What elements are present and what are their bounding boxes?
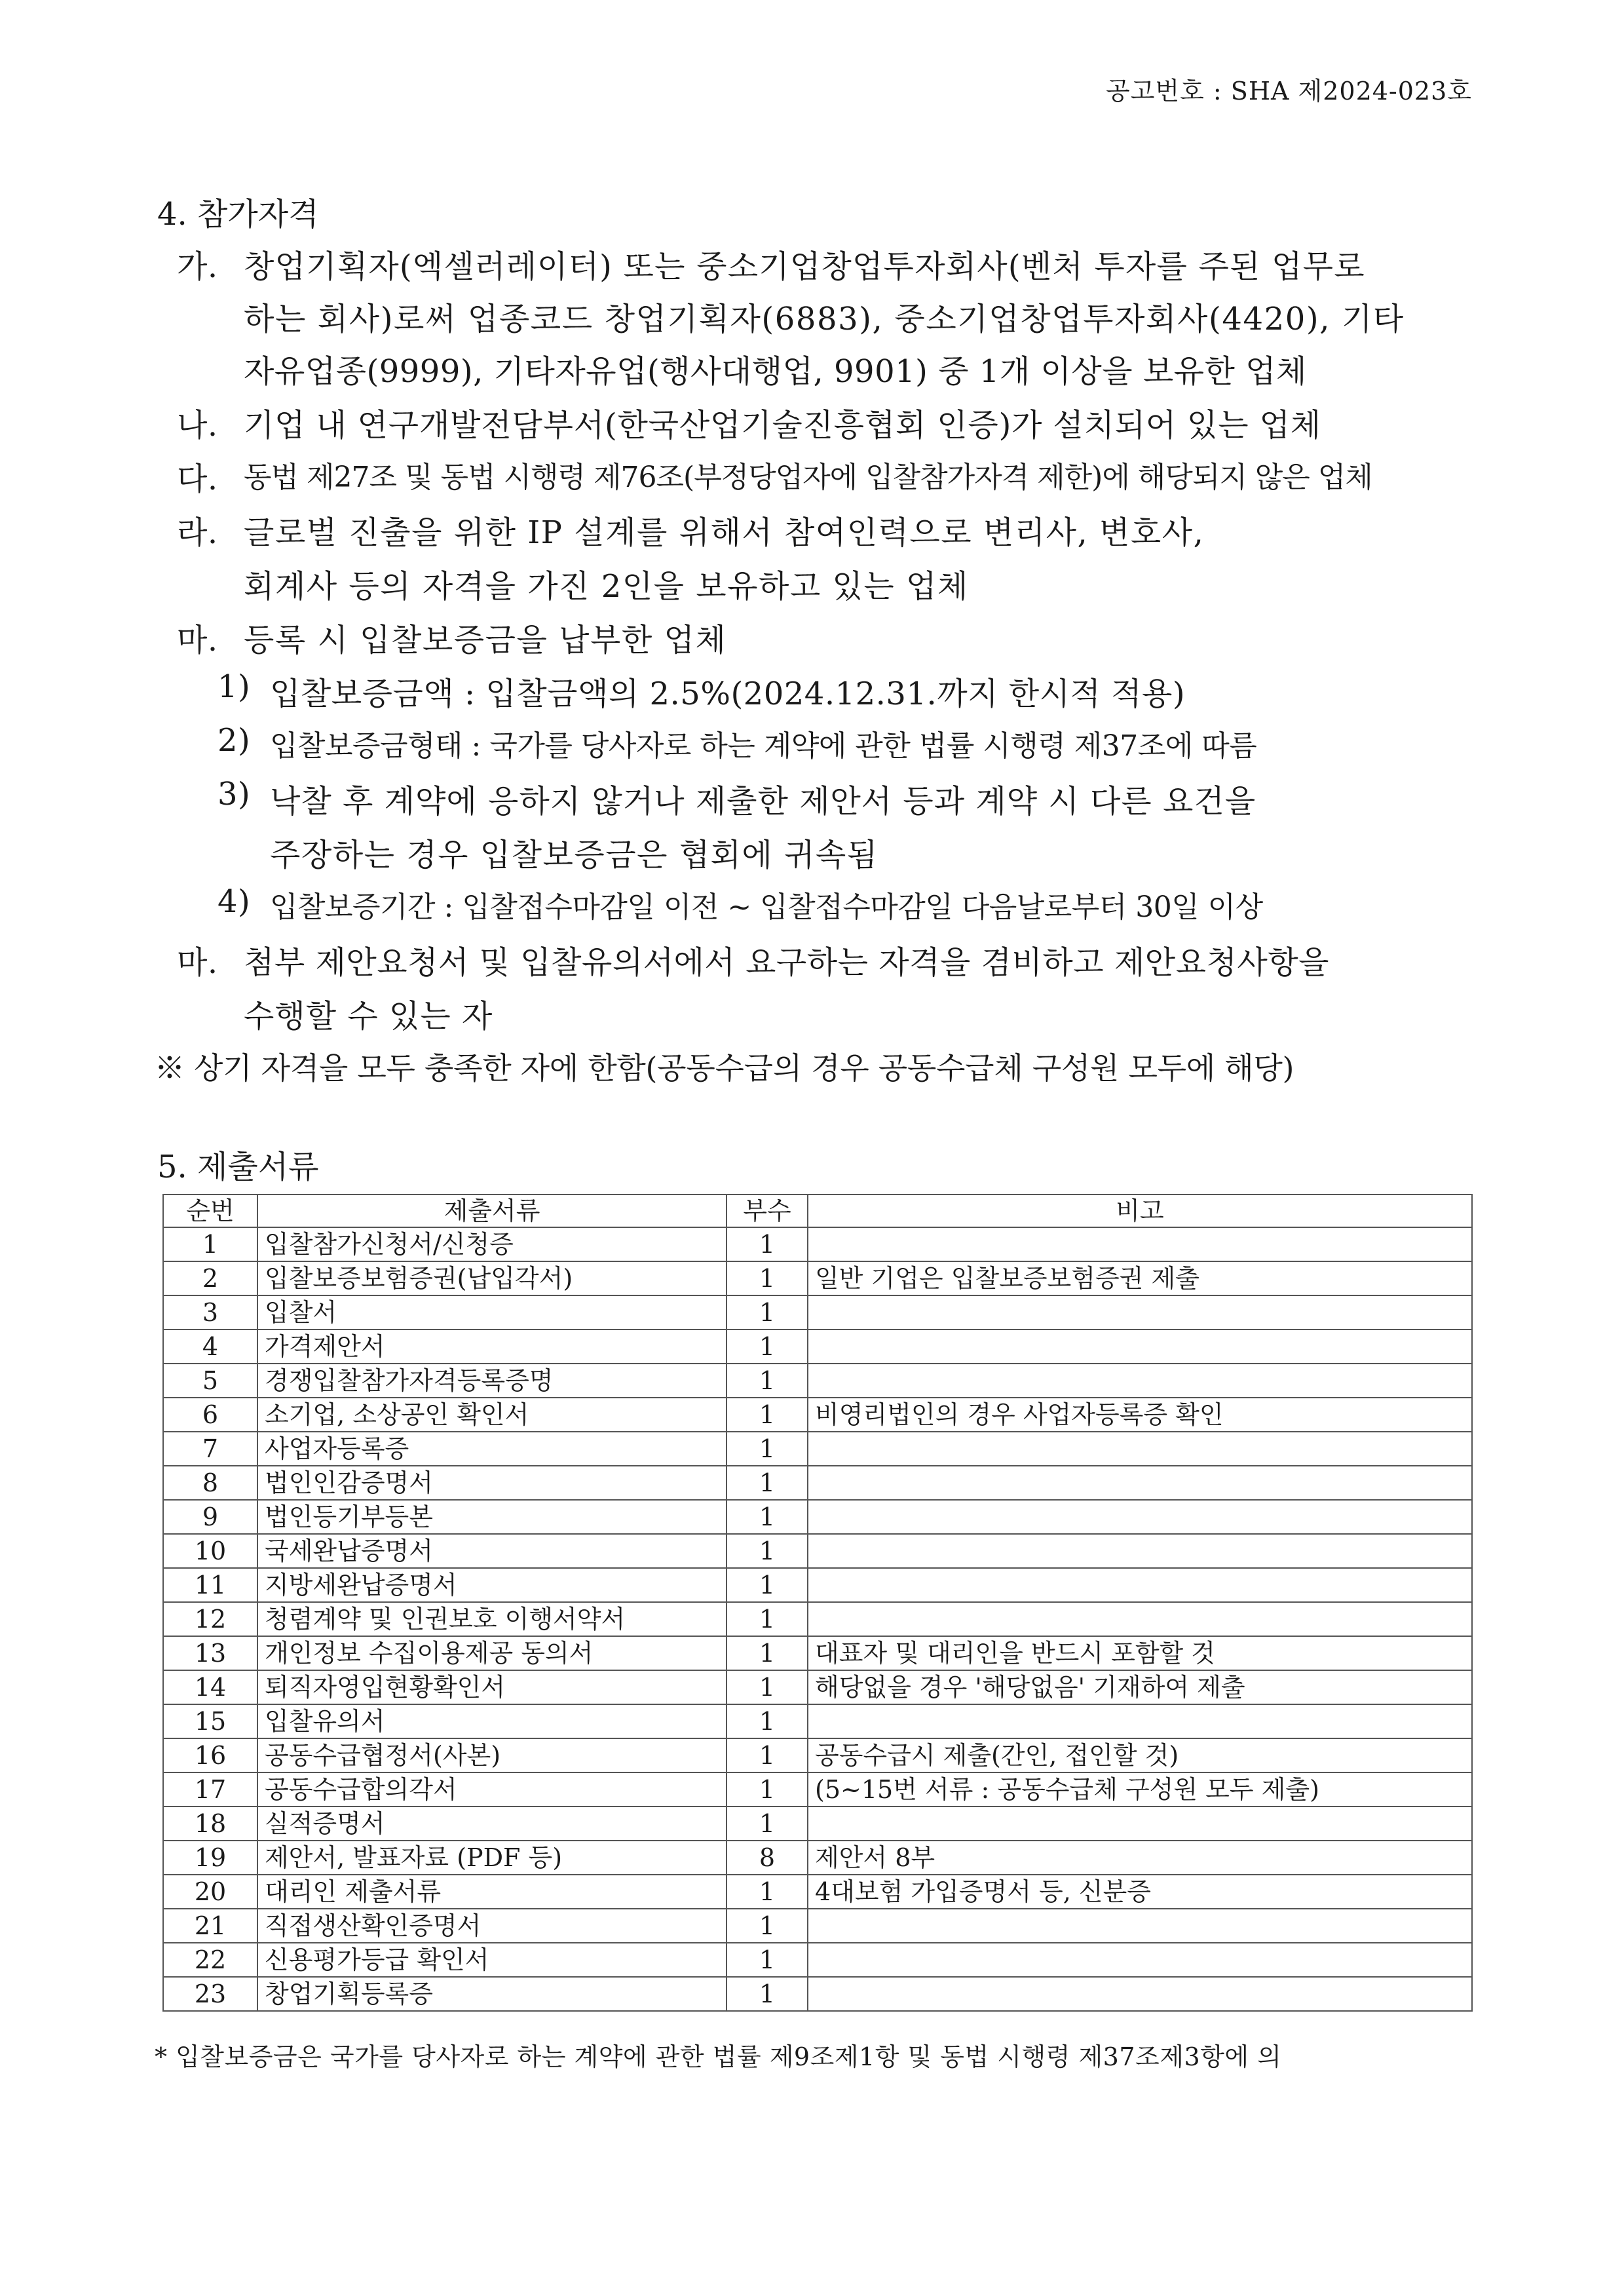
cell-document: 창업기획등록증 bbox=[257, 1977, 727, 2011]
cell-number: 11 bbox=[163, 1568, 257, 1602]
cell-number: 8 bbox=[163, 1466, 257, 1500]
cell-document: 직접생산확인증명서 bbox=[257, 1909, 727, 1943]
cell-copies: 1 bbox=[727, 1704, 808, 1738]
table-row bbox=[163, 1636, 1472, 1670]
cell-remarks bbox=[808, 1466, 1472, 1500]
cell-number: 13 bbox=[163, 1636, 257, 1670]
cell-document: 청렴계약 및 인권보호 이행서약서 bbox=[257, 1602, 727, 1636]
item-da-line-1: 동법 제27조 및 동법 시행령 제76조(부정당업자에 입찰참가자격 제한)에 해당되지 않은 업체 bbox=[244, 461, 1372, 494]
table-row bbox=[163, 1568, 1472, 1602]
cell-number: 16 bbox=[163, 1738, 257, 1772]
cell-document: 입찰참가신청서/신청증 bbox=[257, 1227, 727, 1261]
item-label-ma-2: 마. bbox=[177, 944, 218, 981]
cell-copies: 1 bbox=[727, 1909, 808, 1943]
cell-copies: 1 bbox=[727, 1364, 808, 1398]
column-header-document: 제출서류 bbox=[257, 1195, 727, 1227]
table-row bbox=[163, 1432, 1472, 1466]
table-header-row bbox=[163, 1195, 1472, 1227]
table-row bbox=[163, 1295, 1472, 1330]
cell-remarks bbox=[808, 1977, 1472, 2011]
table-body bbox=[163, 1227, 1472, 2011]
cell-copies: 1 bbox=[727, 1295, 808, 1330]
qualification-note: ※ 상기 자격을 모두 충족한 자에 한함(공동수급의 경우 공동수급체 구성원 모두에 해당) bbox=[155, 1050, 1294, 1086]
cell-number: 10 bbox=[163, 1534, 257, 1568]
subitem-label-2: 2) bbox=[217, 722, 251, 759]
item-ra-line-2: 회계사 등의 자격을 가진 2인을 보유하고 있는 업체 bbox=[244, 568, 969, 605]
cell-number: 19 bbox=[163, 1841, 257, 1875]
table-row bbox=[163, 1841, 1472, 1875]
cell-number: 20 bbox=[163, 1875, 257, 1909]
cell-remarks: 공동수급시 제출(간인, 접인할 것) bbox=[808, 1738, 1472, 1772]
cell-remarks: 대표자 및 대리인을 반드시 포함할 것 bbox=[808, 1636, 1472, 1670]
cell-remarks bbox=[808, 1909, 1472, 1943]
cell-remarks: 비영리법인의 경우 사업자등록증 확인 bbox=[808, 1398, 1472, 1432]
table-row bbox=[163, 1466, 1472, 1500]
cell-number: 22 bbox=[163, 1943, 257, 1977]
column-header-copies: 부수 bbox=[727, 1195, 808, 1227]
table-row bbox=[163, 1738, 1472, 1772]
table-row bbox=[163, 1875, 1472, 1909]
cell-document: 법인인감증명서 bbox=[257, 1466, 727, 1500]
item-ma2-line-2: 수행할 수 있는 자 bbox=[244, 998, 493, 1035]
cell-document: 법인등기부등본 bbox=[257, 1500, 727, 1534]
cell-document: 국세완납증명서 bbox=[257, 1534, 727, 1568]
item-ga-line-3: 자유업종(9999), 기타자유업(행사대행업, 9901) 중 1개 이상을 보유한 업체 bbox=[244, 353, 1307, 390]
cell-remarks bbox=[808, 1602, 1472, 1636]
cell-copies: 1 bbox=[727, 1943, 808, 1977]
item-label-ra: 라. bbox=[177, 514, 218, 551]
cell-document: 입찰서 bbox=[257, 1295, 727, 1330]
cell-document: 사업자등록증 bbox=[257, 1432, 727, 1466]
cell-number: 7 bbox=[163, 1432, 257, 1466]
cell-copies: 1 bbox=[727, 1807, 808, 1841]
section-5-title: 5. 제출서류 bbox=[157, 1149, 319, 1185]
cell-document: 신용평가등급 확인서 bbox=[257, 1943, 727, 1977]
subitem-3-line-1: 낙찰 후 계약에 응하지 않거나 제출한 제안서 등과 계약 시 다른 요건을 bbox=[270, 783, 1256, 820]
item-label-da: 다. bbox=[177, 461, 218, 497]
cell-copies: 1 bbox=[727, 1534, 808, 1568]
cell-remarks bbox=[808, 1500, 1472, 1534]
table-row bbox=[163, 1977, 1472, 2011]
cell-number: 17 bbox=[163, 1772, 257, 1807]
table-row bbox=[163, 1670, 1472, 1704]
cell-remarks bbox=[808, 1943, 1472, 1977]
cell-document: 경쟁입찰참가자격등록증명 bbox=[257, 1364, 727, 1398]
item-ga-line-2: 하는 회사)로써 업종코드 창업기획자(6883), 중소기업창업투자회사(4420), 기타 bbox=[244, 301, 1405, 337]
cell-remarks: 4대보험 가입증명서 등, 신분증 bbox=[808, 1875, 1472, 1909]
cell-document: 대리인 제출서류 bbox=[257, 1875, 727, 1909]
cell-number: 12 bbox=[163, 1602, 257, 1636]
cell-number: 15 bbox=[163, 1704, 257, 1738]
table-row bbox=[163, 1227, 1472, 1261]
cell-number: 3 bbox=[163, 1295, 257, 1330]
item-label-ga: 가. bbox=[177, 248, 218, 285]
cell-copies: 1 bbox=[727, 1500, 808, 1534]
cell-copies: 1 bbox=[727, 1636, 808, 1670]
cell-copies: 8 bbox=[727, 1841, 808, 1875]
cell-number: 21 bbox=[163, 1909, 257, 1943]
table-row bbox=[163, 1943, 1472, 1977]
cell-number: 18 bbox=[163, 1807, 257, 1841]
cell-number: 5 bbox=[163, 1364, 257, 1398]
cell-number: 6 bbox=[163, 1398, 257, 1432]
cell-document: 실적증명서 bbox=[257, 1807, 727, 1841]
cell-copies: 1 bbox=[727, 1330, 808, 1364]
cell-remarks: (5~15번 서류 : 공동수급체 구성원 모두 제출) bbox=[808, 1772, 1472, 1807]
cell-remarks bbox=[808, 1295, 1472, 1330]
cell-number: 14 bbox=[163, 1670, 257, 1704]
cell-document: 제안서, 발표자료 (PDF 등) bbox=[257, 1841, 727, 1875]
cell-remarks bbox=[808, 1807, 1472, 1841]
subitem-label-1: 1) bbox=[217, 668, 251, 705]
cell-copies: 1 bbox=[727, 1432, 808, 1466]
cell-document: 지방세완납증명서 bbox=[257, 1568, 727, 1602]
cell-remarks bbox=[808, 1432, 1472, 1466]
table-row bbox=[163, 1772, 1472, 1807]
item-ma-line-1: 등록 시 입찰보증금을 납부한 업체 bbox=[244, 622, 727, 659]
cell-remarks bbox=[808, 1330, 1472, 1364]
notice-number: 공고번호 : SHA 제2024-023호 bbox=[1106, 77, 1472, 105]
item-label-na: 나. bbox=[177, 407, 218, 444]
cell-document: 공동수급합의각서 bbox=[257, 1772, 727, 1807]
cell-copies: 1 bbox=[727, 1738, 808, 1772]
cell-remarks: 일반 기업은 입찰보증보험증권 제출 bbox=[808, 1261, 1472, 1295]
footnote: * 입찰보증금은 국가를 당사자로 하는 계약에 관한 법률 제9조제1항 및 동법 시행령 제37조제3항에 의 bbox=[155, 2042, 1282, 2071]
item-ga-line-1: 창업기획자(엑셀러레이터) 또는 중소기업창업투자회사(벤처 투자를 주된 업무로 bbox=[244, 248, 1365, 285]
cell-number: 4 bbox=[163, 1330, 257, 1364]
cell-document: 입찰보증보험증권(납입각서) bbox=[257, 1261, 727, 1295]
cell-number: 2 bbox=[163, 1261, 257, 1295]
cell-copies: 1 bbox=[727, 1398, 808, 1432]
cell-copies: 1 bbox=[727, 1261, 808, 1295]
column-header-remarks: 비고 bbox=[808, 1195, 1472, 1227]
table-row bbox=[163, 1330, 1472, 1364]
table-row bbox=[163, 1704, 1472, 1738]
cell-remarks bbox=[808, 1364, 1472, 1398]
item-ma2-line-1: 첨부 제안요청서 및 입찰유의서에서 요구하는 자격을 겸비하고 제안요청사항을 bbox=[244, 944, 1329, 981]
cell-remarks bbox=[808, 1568, 1472, 1602]
cell-remarks: 해당없을 경우 '해당없음' 기재하여 제출 bbox=[808, 1670, 1472, 1704]
table-row bbox=[163, 1602, 1472, 1636]
section-4-title: 4. 참가자격 bbox=[157, 196, 319, 233]
cell-remarks bbox=[808, 1227, 1472, 1261]
item-na-line-1: 기업 내 연구개발전담부서(한국산업기술진흥협회 인증)가 설치되어 있는 업체 bbox=[244, 407, 1321, 444]
documents-table bbox=[162, 1194, 1473, 2012]
table-row bbox=[163, 1364, 1472, 1398]
cell-copies: 1 bbox=[727, 1977, 808, 2011]
cell-document: 소기업, 소상공인 확인서 bbox=[257, 1398, 727, 1432]
cell-number: 1 bbox=[163, 1227, 257, 1261]
table-row bbox=[163, 1261, 1472, 1295]
cell-number: 9 bbox=[163, 1500, 257, 1534]
cell-copies: 1 bbox=[727, 1568, 808, 1602]
table-row bbox=[163, 1909, 1472, 1943]
subitem-4-line-1: 입찰보증기간 : 입찰접수마감일 이전 ~ 입찰접수마감일 다음날로부터 30일 이상 bbox=[270, 890, 1263, 924]
cell-document: 입찰유의서 bbox=[257, 1704, 727, 1738]
table-row bbox=[163, 1500, 1472, 1534]
cell-document: 공동수급협정서(사본) bbox=[257, 1738, 727, 1772]
subitem-label-3: 3) bbox=[217, 776, 251, 813]
cell-copies: 1 bbox=[727, 1466, 808, 1500]
item-ra-line-1: 글로벌 진출을 위한 IP 설계를 위해서 참여인력으로 변리사, 변호사, bbox=[244, 514, 1205, 551]
cell-copies: 1 bbox=[727, 1772, 808, 1807]
table-row bbox=[163, 1807, 1472, 1841]
cell-copies: 1 bbox=[727, 1875, 808, 1909]
cell-remarks bbox=[808, 1704, 1472, 1738]
subitem-label-4: 4) bbox=[217, 883, 251, 920]
subitem-3-line-2: 주장하는 경우 입찰보증금은 협회에 귀속됨 bbox=[270, 837, 878, 873]
cell-document: 개인정보 수집이용제공 동의서 bbox=[257, 1636, 727, 1670]
table-row bbox=[163, 1534, 1472, 1568]
cell-document: 퇴직자영입현황확인서 bbox=[257, 1670, 727, 1704]
cell-copies: 1 bbox=[727, 1670, 808, 1704]
column-header-number: 순번 bbox=[163, 1195, 257, 1227]
item-label-ma: 마. bbox=[177, 622, 218, 659]
cell-copies: 1 bbox=[727, 1227, 808, 1261]
cell-remarks: 제안서 8부 bbox=[808, 1841, 1472, 1875]
subitem-1-line-1: 입찰보증금액 : 입찰금액의 2.5%(2024.12.31.까지 한시적 적용) bbox=[270, 676, 1186, 712]
cell-document: 가격제안서 bbox=[257, 1330, 727, 1364]
cell-number: 23 bbox=[163, 1977, 257, 2011]
cell-remarks bbox=[808, 1534, 1472, 1568]
table-row bbox=[163, 1398, 1472, 1432]
cell-copies: 1 bbox=[727, 1602, 808, 1636]
subitem-2-line-1: 입찰보증금형태 : 국가를 당사자로 하는 계약에 관한 법률 시행령 제37조에 따름 bbox=[270, 729, 1257, 763]
